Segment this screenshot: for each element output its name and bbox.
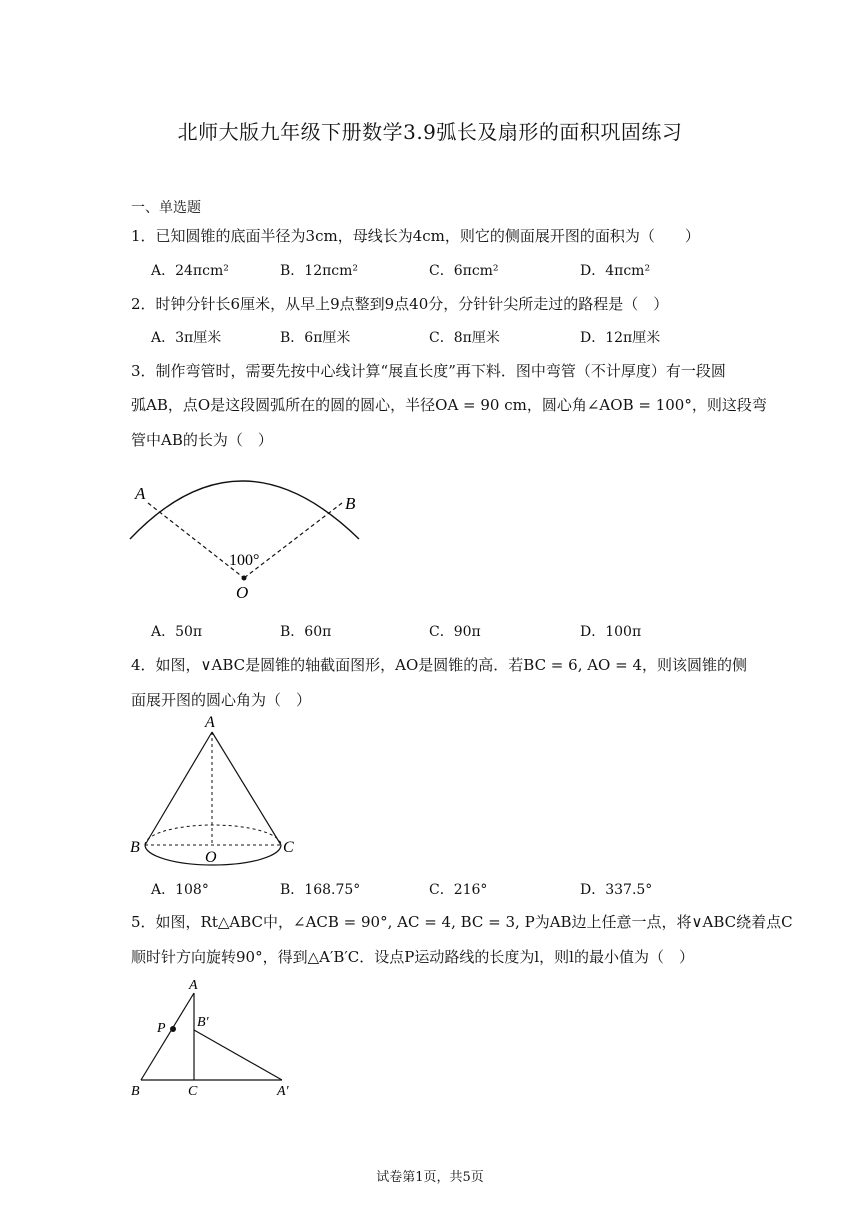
q4-option-c: C．216°: [429, 882, 488, 898]
q1-option-d: D．4πcm²: [580, 263, 651, 279]
cone-figure: [125, 712, 305, 872]
rotation-figure: [125, 975, 305, 1100]
q1-option-a: A．24πcm²: [151, 263, 229, 279]
side-b-prime-a-prime: [194, 1030, 282, 1080]
question-1-text: 1．已知圆锥的底面半径为3cm，母线长为4cm，则它的侧面展开图的面积为（ ）: [131, 227, 700, 245]
center-point-o: [242, 576, 247, 581]
q2-option-a: A．3π厘米: [151, 330, 222, 346]
q2-option-b: B．6π厘米: [280, 330, 351, 346]
section-heading: 一、单选题: [131, 200, 201, 216]
arc-ab: [130, 481, 359, 539]
label-p: P: [157, 1021, 166, 1036]
label-a: A: [205, 714, 215, 731]
label-o: O: [236, 583, 249, 602]
q1-option-c: C．6πcm²: [429, 263, 499, 279]
q4-option-d: D．337.5°: [580, 882, 653, 898]
question-4-line-2: 面展开图的圆心角为（ ）: [131, 691, 312, 709]
q4-option-a: A．108°: [151, 882, 209, 898]
q3-option-d: D．100π: [580, 624, 642, 640]
side-ab: [141, 993, 194, 1080]
label-b-prime: B′: [197, 1015, 209, 1030]
question-3-line-1: 3．制作弯管时，需要先按中心线计算“展直长度”再下料．图中弯管（不计厚度）有一段圆: [131, 362, 726, 380]
q2-option-d: D．12π厘米: [580, 330, 661, 346]
page-footer: 试卷第1页，共5页: [376, 1170, 484, 1185]
q1-option-b: B．12πcm²: [280, 263, 359, 279]
question-2-text: 2．时钟分针长6厘米，从早上9点整到9点40分，分针针尖所走过的路程是（ ）: [131, 295, 669, 313]
q3-option-a: A．50π: [151, 624, 203, 640]
question-5-line-2: 顺时针方向旋转90°，得到△A′B′C．设点P运动路线的长度为l，则l的最小值为（ ）: [131, 948, 694, 966]
label-b: B: [131, 1084, 140, 1099]
label-a: A: [135, 484, 146, 503]
q3-option-c: C．90π: [429, 624, 481, 640]
angle-label: 100°: [229, 552, 260, 569]
label-b: B: [130, 839, 140, 856]
cone-side-ac: [212, 732, 281, 845]
label-a-prime: A′: [277, 1084, 289, 1099]
label-o: O: [205, 849, 217, 866]
label-b: B: [345, 494, 356, 513]
arc-figure: [120, 455, 370, 605]
page-title: 北师大版九年级下册数学3.9弧长及扇形的面积巩固练习: [177, 120, 683, 144]
question-4-line-1: 4．如图，∨ABC是圆锥的轴截面图形，AO是圆锥的高．若BC = 6, AO = 4，则该圆锥的侧: [131, 656, 748, 674]
point-p: [170, 1026, 176, 1032]
label-c: C: [188, 1084, 198, 1099]
q4-option-b: B．168.75°: [280, 882, 361, 898]
q3-option-b: B．60π: [280, 624, 332, 640]
q2-option-c: C．8π厘米: [429, 330, 500, 346]
label-a: A: [189, 978, 198, 993]
question-5-line-1: 5．如图，Rt△ABC中，∠ACB = 90°, AC = 4, BC = 3, P为AB边上任意一点，将∨ABC绕着点C: [131, 913, 793, 931]
label-c: C: [283, 839, 294, 856]
cone-base-back: [145, 825, 281, 845]
cone-side-ab: [145, 732, 212, 845]
question-3-line-3: 管中AB的长为（ ）: [131, 431, 273, 449]
question-3-line-2: 弧AB，点O是这段圆弧所在的圆的圆心，半径OA = 90 cm，圆心角∠AOB = 100°，则这段弯: [131, 396, 767, 414]
